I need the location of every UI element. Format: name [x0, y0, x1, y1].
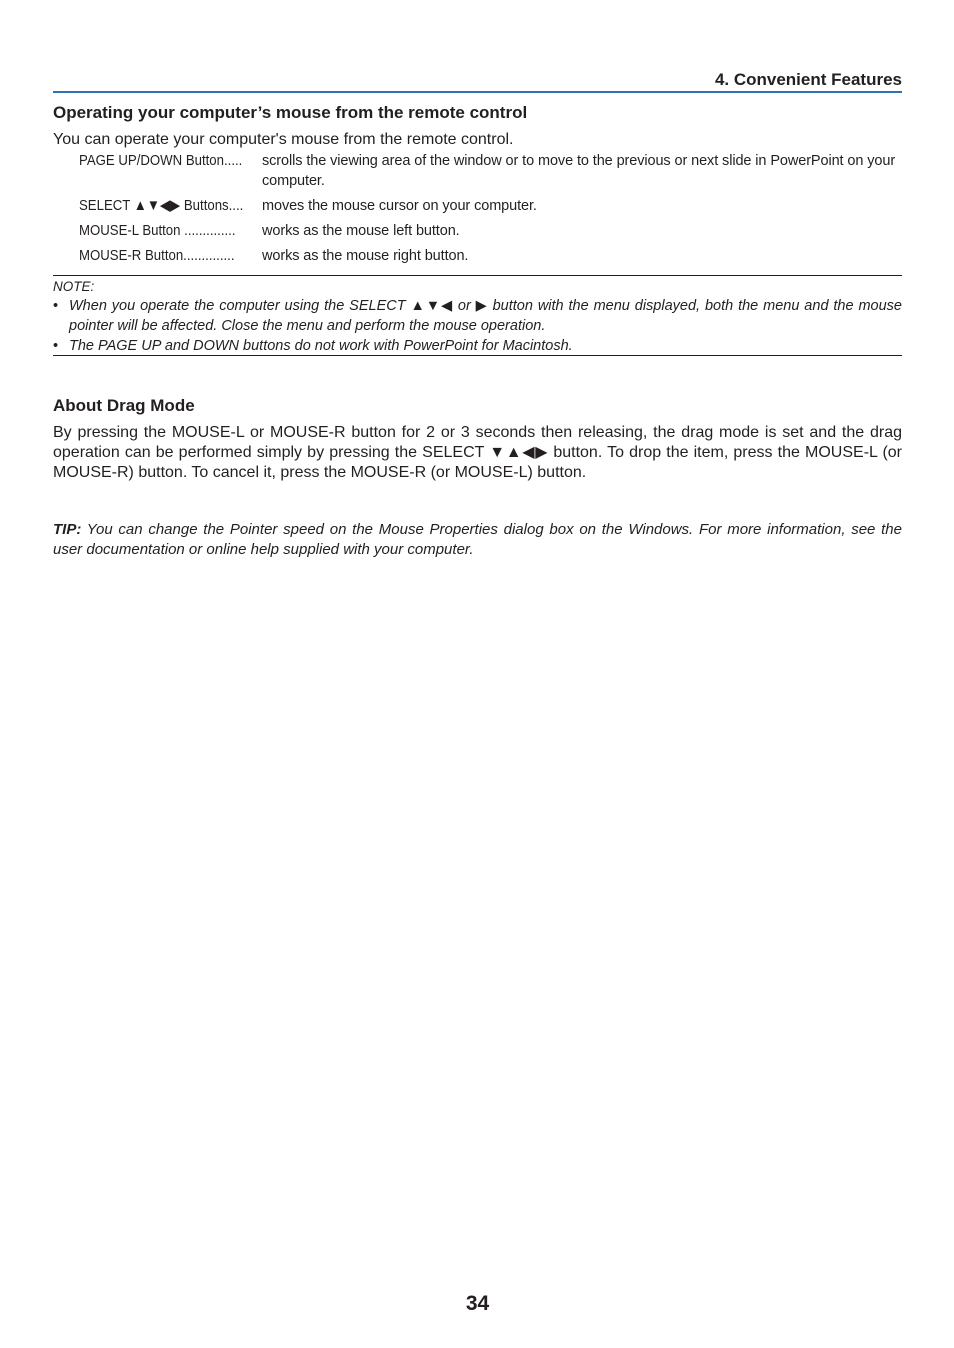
- button-function-list: [79, 151, 902, 271]
- tip-text: You can change the Pointer speed on the Mouse Properties dialog box on the Windows. For more information, see the user documentation or online help supplied with your computer.: [53, 521, 902, 558]
- button-description: scrolls the viewing area of the window or to move to the previous or next slide in PowerPoint on your computer.: [262, 153, 896, 189]
- tip-paragraph: [53, 520, 902, 560]
- button-term: MOUSE-R Button..............: [79, 247, 235, 264]
- header-rule: [53, 91, 902, 93]
- manual-page: [53, 0, 902, 1348]
- note-title: NOTE:: [53, 279, 95, 294]
- button-term: PAGE UP/DOWN Button.....: [79, 152, 243, 169]
- page-number: 34: [465, 1292, 490, 1315]
- button-description: moves the mouse cursor on your computer.: [262, 198, 537, 214]
- list-item: [79, 151, 902, 191]
- note-box: [53, 275, 902, 356]
- button-description: works as the mouse right button.: [262, 248, 469, 264]
- note-item: • When you operate the computer using the SELECT ▲▼◀ or ▶ button with the menu displayed, both the menu and the mouse pointer will be affected. Close the menu and perform the mouse operation.: [53, 296, 902, 336]
- section-heading-drag-mode: About Drag Mode: [53, 396, 195, 415]
- note-list: [53, 296, 902, 356]
- list-item: [79, 221, 902, 241]
- button-term: SELECT ▲▼◀▶ Buttons....: [79, 197, 244, 214]
- list-item: [79, 246, 902, 266]
- note-item: • The PAGE UP and DOWN buttons do not work with PowerPoint for Macintosh.: [53, 336, 902, 356]
- list-item: [79, 196, 902, 216]
- drag-mode-paragraph: By pressing the MOUSE-L or MOUSE-R button for 2 or 3 seconds then releasing, the drag mode is set and the drag operation can be performed simply by pressing the SELECT ▼▲◀▶ button. To drop the item, press the MOUSE-L (or MOUSE-R) button. To cancel it, press the MOUSE-R (or MOUSE-L) button.: [53, 424, 902, 481]
- tip-label: TIP:: [53, 521, 82, 538]
- button-term: MOUSE-L Button ..............: [79, 222, 236, 239]
- section-intro: You can operate your computer's mouse from the remote control.: [53, 131, 514, 148]
- button-description: works as the mouse left button.: [262, 223, 460, 239]
- chapter-title: 4. Convenient Features: [714, 70, 902, 89]
- section-heading-mouse: Operating your computer’s mouse from the remote control: [53, 103, 528, 122]
